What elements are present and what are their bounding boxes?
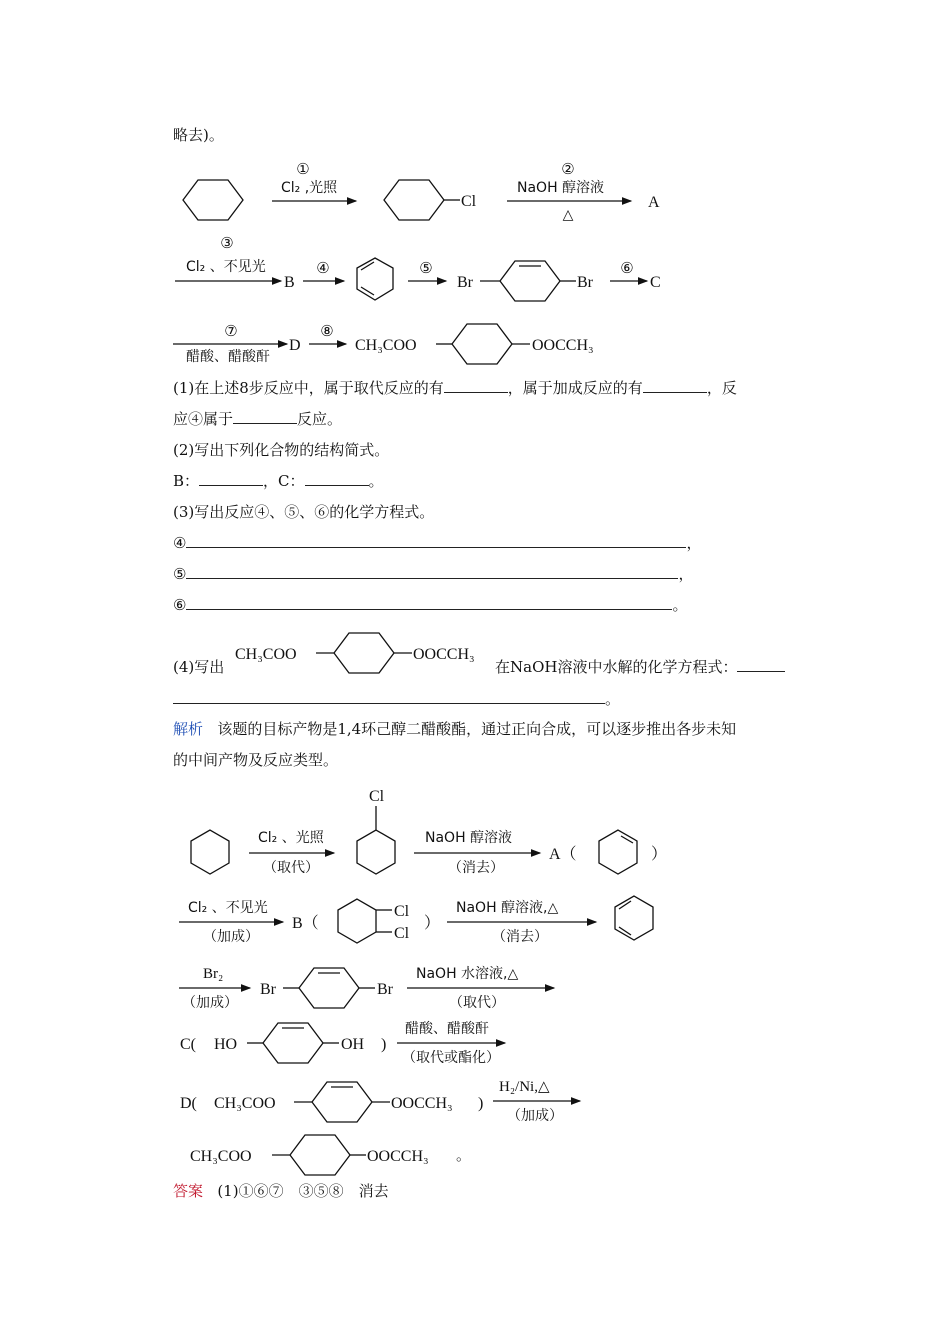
step5-number: ⑤ (419, 261, 433, 277)
sol-diol-ring (263, 1023, 323, 1063)
q4-right-label: OOCCH₃ (413, 646, 475, 663)
step7-reagent: 醋酸、醋酸酐 (186, 349, 270, 365)
sol-r7-oh: OH (341, 1036, 365, 1053)
q2-end: 。 (368, 472, 384, 490)
sol-cyclohexene-a (599, 830, 637, 874)
sol-r5-reagent: Br₂ (203, 966, 224, 982)
step6-number: ⑥ (620, 261, 634, 277)
sol-r7-reagent: 醋酸、醋酸酐 (405, 1021, 489, 1037)
sol-r8-close: ) (478, 1095, 484, 1112)
sol-r7-ho: HO (214, 1036, 238, 1053)
step3-reagent: Cl₂ 、不见光 (186, 259, 266, 275)
sol-cyclohexadiene (615, 896, 653, 940)
sol-r3-b-close: ） (424, 915, 441, 932)
product-b-label: B (284, 274, 295, 291)
sol-final-right: OOCCH₃ (367, 1148, 429, 1165)
product-d-label: D (289, 337, 301, 354)
sol-cyclohexane (191, 830, 229, 874)
q4-prefix: (4)写出 (173, 658, 225, 676)
q1-text-d: 应④属于 (173, 410, 234, 428)
sol-r3-cl1: Cl (394, 903, 410, 920)
sol-r2-a-close: ） (651, 846, 668, 863)
q2-c-label: ，C： (263, 472, 305, 490)
sol-r1-type: （取代） (263, 860, 319, 876)
sol-r7-type: （取代或酯化） (402, 1050, 500, 1066)
sol-r5-br-right: Br (377, 981, 393, 998)
sol-final-left: CH₃COO (190, 1148, 252, 1165)
q3-eq6-label: ⑥ (173, 596, 187, 614)
q4-left-label: CH₃COO (235, 646, 297, 663)
q3-eq4-label: ④ (173, 534, 187, 552)
sol-r5-type: （加成） (182, 995, 238, 1011)
sol-dibromocyclohexene (299, 968, 359, 1008)
sol-r8-left: CH₃COO (214, 1095, 276, 1112)
continuation-text: 略去)。 (173, 126, 224, 144)
step1-number: ① (296, 162, 310, 178)
sol-r1-reagent: Cl₂ 、光照 (258, 830, 324, 846)
sol-r8-right: OOCCH₃ (391, 1095, 453, 1112)
sol-final-ring (290, 1135, 350, 1175)
sol-r2-type: （消去） (448, 860, 504, 876)
sol-chlorocyclohexane (357, 830, 395, 874)
step7-number: ⑦ (224, 324, 238, 340)
sol-r4-reagent: NaOH 醇溶液,△ (456, 900, 559, 916)
question-2: (2)写出下列化合物的结构简式。 (173, 441, 390, 459)
q3-eq6-end: 。 (672, 596, 688, 614)
sol-r1-cl: Cl (369, 788, 385, 805)
analysis-label: 解析 (173, 720, 204, 738)
step2-reagent: NaOH 醇溶液 (517, 180, 605, 196)
q1-text-a: (1)在上述8步反应中，属于取代反应的有 (173, 379, 444, 397)
question-3: (3)写出反应④、⑤、⑥的化学方程式。 (173, 503, 435, 521)
sol-r5-br-left: Br (260, 981, 276, 998)
ester-right-label: OOCCH₃ (532, 337, 594, 354)
answer-line (173, 1181, 389, 1201)
q3-eq5-end: ， (678, 565, 694, 583)
step8-number: ⑧ (320, 324, 334, 340)
sol-r6-reagent: NaOH 水溶液,△ (416, 966, 519, 982)
q1-text-b: ，属于加成反应的有 (507, 379, 643, 397)
sol-r8-d: D( (180, 1095, 197, 1112)
sol-r4-type: （消去） (492, 929, 548, 945)
analysis-text1: 该题的目标产物是1,4环己醇二醋酸酯，通过正向合成，可以逐步推出各步未知 (217, 720, 737, 738)
sol-r3-cl2: Cl (394, 925, 410, 942)
sol-dichlorocyclohexane (338, 899, 376, 943)
step2-condition: △ (562, 208, 574, 223)
sol-r6-type: （取代） (449, 995, 505, 1011)
sol-r2-reagent: NaOH 醇溶液 (425, 830, 513, 846)
q1-text-c: ，反 (706, 379, 737, 397)
sol-r3-reagent: Cl₂ 、不见光 (188, 900, 268, 916)
answer-label: 答案 (173, 1182, 204, 1200)
sol-diacetate-ene-ring (312, 1082, 372, 1122)
analysis-line2: 的中间产物及反应类型。 (173, 751, 339, 769)
q4-post-text: 在NaOH溶液中水解的化学方程式： (495, 658, 738, 676)
sol-r2-a: A（ (549, 846, 577, 863)
product-c-label: C (650, 274, 661, 291)
sol-r7-c: C( (180, 1036, 196, 1053)
br-left-label: Br (457, 274, 473, 291)
q3-eq5-label: ⑤ (173, 565, 187, 583)
q1-text-e: 反应。 (297, 410, 343, 428)
sol-r3-type: （加成） (203, 929, 259, 945)
step1-reagent: Cl₂ ,光照 (281, 180, 338, 196)
q3-eq4-end: ， (686, 534, 702, 552)
br-right-label: Br (577, 274, 593, 291)
chloro-label: Cl (461, 193, 477, 210)
step2-number: ② (561, 162, 575, 178)
product-a-label: A (648, 194, 660, 211)
sol-r8-reagent: H₂/Ni,△ (499, 1079, 550, 1095)
q4-end: 。 (605, 690, 621, 708)
sol-r3-b: B（ (292, 915, 319, 932)
sol-final-end: 。 (456, 1146, 472, 1164)
ester-left-label: CH₃COO (355, 337, 417, 354)
sol-r8-type: （加成） (507, 1108, 563, 1124)
q2-b-label: B： (173, 472, 200, 490)
step4-number: ④ (316, 261, 330, 277)
step3-number: ③ (220, 236, 234, 252)
answer-text: (1)①⑥⑦ ③⑤⑧ 消去 (217, 1182, 389, 1200)
sol-r7-close: ) (381, 1036, 387, 1053)
